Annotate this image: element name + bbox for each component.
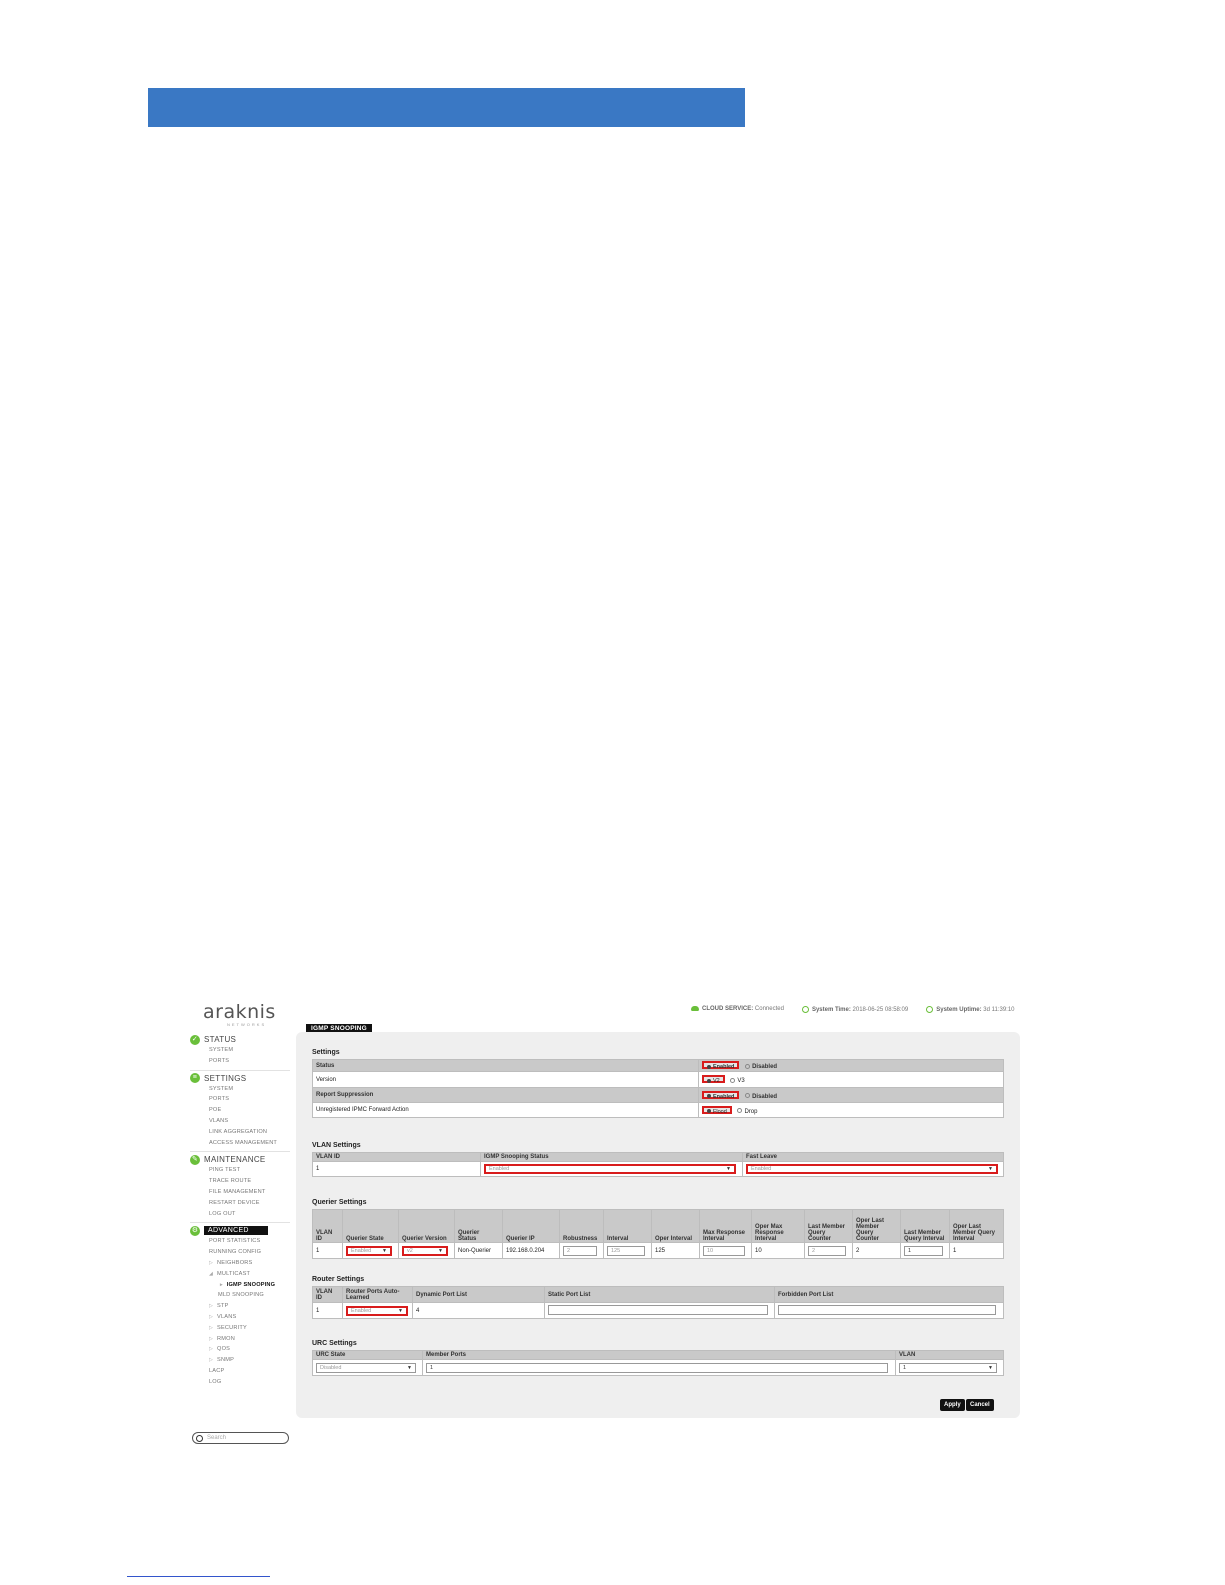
bullet-icon: ▸ xyxy=(220,1281,223,1288)
querier-status-cell: Non-Querier xyxy=(455,1243,503,1259)
chevron-down-icon: ▼ xyxy=(988,1166,993,1172)
sidebar-item-stp[interactable]: ▷ STP xyxy=(209,1303,229,1310)
logo-word: araknis xyxy=(203,1001,276,1023)
sidebar-item-system[interactable]: SYSTEM xyxy=(209,1085,234,1092)
cloud-icon xyxy=(691,1006,699,1011)
sidebar-item-poe[interactable]: POE xyxy=(209,1107,222,1114)
section-title[interactable]: SETTINGS xyxy=(204,1073,247,1083)
system-time: System Time: 2018-06-25 08:58:09 xyxy=(802,1006,908,1013)
col-vlan-id: VLAN ID xyxy=(313,1153,481,1162)
snooping-status-select[interactable]: Enabled ▼ xyxy=(484,1164,736,1174)
col-static-port-list: Static Port List xyxy=(545,1287,775,1303)
expand-icon: ▷ xyxy=(209,1303,214,1310)
querier-state-select[interactable]: Enabled ▼ xyxy=(346,1246,392,1256)
col-dynamic-port-list: Dynamic Port List xyxy=(413,1287,545,1303)
sidebar-item-link-aggregation[interactable]: LINK AGGREGATION xyxy=(209,1128,268,1135)
settings-table xyxy=(312,1059,1004,1118)
sidebar-item-rmon[interactable]: ▷ RMON xyxy=(209,1335,235,1342)
sidebar-item-vlans[interactable]: ▷ VLANS xyxy=(209,1313,237,1320)
col-max-response-interval: Max Response Interval xyxy=(700,1210,752,1243)
sidebar-item-log-out[interactable]: LOG OUT xyxy=(209,1210,236,1217)
sidebar-item-ping-test[interactable]: PING TEST xyxy=(209,1167,241,1174)
router-settings-title: Router Settings xyxy=(312,1276,365,1283)
search-icon xyxy=(196,1435,203,1442)
version-options xyxy=(699,1072,1004,1088)
col-oper-max-response-interval: Oper Max Response Interval xyxy=(752,1210,805,1243)
sidebar-section-status xyxy=(186,1034,291,1067)
report-disabled-radio[interactable]: Disabled xyxy=(745,1094,777,1100)
footer-link-line xyxy=(127,1576,270,1577)
sidebar-section-maintenance xyxy=(186,1154,291,1219)
status-options xyxy=(699,1060,1004,1072)
expand-icon: ▷ xyxy=(209,1259,214,1266)
urc-vlan-select[interactable]: 1 ▼ xyxy=(899,1363,997,1373)
status-label: Status xyxy=(313,1060,699,1072)
version-label: Version xyxy=(313,1072,699,1088)
report-suppression-label: Report Suppression xyxy=(313,1088,699,1103)
querier-ip-cell: 192.168.0.204 xyxy=(503,1243,560,1259)
sidebar-item-security[interactable]: ▷ SECURITY xyxy=(209,1324,247,1331)
section-title[interactable]: STATUS xyxy=(204,1035,237,1044)
member-ports-input[interactable]: 1 xyxy=(426,1363,888,1373)
lmq-interval-input[interactable]: 1 xyxy=(904,1246,943,1256)
switch-ui-screenshot xyxy=(186,998,1034,1441)
vlan-id-cell: 1 xyxy=(313,1162,481,1177)
urc-settings-table xyxy=(312,1350,1004,1376)
logo-sub: NETWORKS xyxy=(227,1022,267,1027)
clock-icon xyxy=(802,1006,809,1013)
col-robustness: Robustness xyxy=(560,1210,604,1243)
chevron-down-icon: ▼ xyxy=(382,1247,387,1254)
col-oper-interval: Oper Interval xyxy=(652,1210,700,1243)
sidebar-item-multicast[interactable]: ◢ MULTICAST xyxy=(209,1270,251,1277)
oper-lmq-counter-cell: 2 xyxy=(853,1243,901,1259)
oper-lmq-interval-cell: 1 xyxy=(950,1243,1004,1259)
interval-input[interactable]: 125 xyxy=(607,1246,645,1256)
col-lmq-counter: Last Member Query Counter xyxy=(805,1210,853,1243)
status-disabled-radio[interactable]: Disabled xyxy=(745,1064,777,1070)
status-bar xyxy=(691,1006,1031,1013)
version-v2-radio[interactable]: V2 xyxy=(702,1075,725,1083)
col-querier-ip: Querier IP xyxy=(503,1210,560,1243)
page-title: IGMP SNOOPING xyxy=(306,1024,372,1032)
gear-icon: ⚙ xyxy=(191,1226,199,1234)
col-auto-learned: Router Ports Auto-Learned xyxy=(343,1287,413,1303)
chevron-down-icon: ▼ xyxy=(398,1307,403,1314)
col-querier-version: Querier Version xyxy=(399,1210,455,1243)
chevron-down-icon: ▼ xyxy=(726,1166,731,1172)
expand-icon: ▷ xyxy=(209,1357,214,1364)
col-interval: Interval xyxy=(604,1210,652,1243)
col-member-ports: Member Ports xyxy=(423,1351,896,1360)
sidebar-item-neighbors[interactable]: ▷ NEIGHBORS xyxy=(209,1259,253,1266)
flood-radio[interactable]: Flood xyxy=(702,1106,732,1114)
settings-title: Settings xyxy=(312,1049,340,1056)
sidebar-item-log[interactable]: LOG xyxy=(209,1378,222,1385)
sidebar-item-igmp-snooping[interactable]: ▸ IGMP SNOOPING xyxy=(220,1281,276,1288)
oper-max-response-cell: 10 xyxy=(752,1243,805,1259)
sidebar-item-system[interactable]: SYSTEM xyxy=(209,1047,234,1053)
sidebar-item-file-management[interactable]: FILE MANAGEMENT xyxy=(209,1188,266,1195)
ipmc-action-options xyxy=(699,1103,1004,1118)
sidebar xyxy=(186,1034,291,1441)
vlan-settings-title: VLAN Settings xyxy=(312,1142,361,1149)
sidebar-section-advanced xyxy=(186,1225,291,1387)
expand-icon: ▷ xyxy=(209,1346,214,1353)
section-title[interactable]: ADVANCED xyxy=(204,1226,268,1235)
col-snooping-status: IGMP Snooping Status xyxy=(481,1153,743,1162)
sidebar-item-ports[interactable]: PORTS xyxy=(209,1057,230,1064)
drop-radio[interactable]: Drop xyxy=(737,1109,757,1115)
report-enabled-radio[interactable]: Enabled xyxy=(702,1091,739,1099)
sidebar-item-restart-device[interactable]: RESTART DEVICE xyxy=(209,1199,260,1206)
section-title[interactable]: MAINTENANCE xyxy=(204,1155,266,1165)
col-vlan-id: VLAN ID xyxy=(313,1210,343,1243)
sidebar-item-qos[interactable]: ▷ QOS xyxy=(209,1346,231,1353)
cloud-status: CLOUD SERVICE: Connected xyxy=(691,1006,784,1013)
sidebar-item-ports[interactable]: PORTS xyxy=(209,1096,230,1103)
system-uptime: System Uptime: 3d 11:39:10 xyxy=(926,1006,1014,1013)
sidebar-item-running-config[interactable]: RUNNING CONFIG xyxy=(209,1249,262,1256)
sidebar-item-mld-snooping[interactable]: MLD SNOOPING xyxy=(218,1292,264,1299)
version-v3-radio[interactable]: V3 xyxy=(730,1078,744,1084)
router-vlan-cell: 1 xyxy=(313,1303,343,1319)
ipmc-action-label: Unregistered IPMC Forward Action xyxy=(313,1103,699,1118)
urc-state-select[interactable]: Disabled ▼ xyxy=(316,1363,416,1373)
oper-interval-cell: 125 xyxy=(652,1243,700,1259)
querier-settings-title: Querier Settings xyxy=(312,1199,367,1206)
col-lmq-interval: Last Member Query Interval xyxy=(901,1210,950,1243)
collapse-icon: ◢ xyxy=(209,1270,214,1277)
chevron-down-icon: ▼ xyxy=(407,1364,412,1371)
chevron-down-icon: ▼ xyxy=(438,1247,443,1254)
lmq-counter-input[interactable]: 2 xyxy=(808,1246,846,1256)
vlan-settings-table xyxy=(312,1152,1004,1177)
sidebar-item-trace-route[interactable]: TRACE ROUTE xyxy=(209,1178,252,1185)
router-settings-table xyxy=(312,1286,1004,1319)
max-response-input[interactable]: 10 xyxy=(703,1246,745,1256)
expand-icon: ▷ xyxy=(209,1335,214,1342)
querier-vlan-cell: 1 xyxy=(313,1243,343,1259)
sidebar-item-access-management[interactable]: ACCESS MANAGEMENT xyxy=(209,1139,278,1146)
check-icon: ✓ xyxy=(191,1035,199,1043)
fast-leave-select[interactable]: Enabled ▼ xyxy=(746,1164,998,1174)
robustness-input[interactable]: 2 xyxy=(563,1246,597,1256)
search-input[interactable]: Search xyxy=(207,1435,227,1441)
col-querier-state: Querier State xyxy=(343,1210,399,1243)
clock-icon xyxy=(926,1006,933,1013)
settings-icon: ≡ xyxy=(190,1073,200,1083)
querier-version-select[interactable]: v2 ▼ xyxy=(402,1246,448,1256)
col-vlan-id: VLAN ID xyxy=(313,1287,343,1303)
status-enabled-radio[interactable]: Enabled xyxy=(702,1061,739,1069)
dynamic-port-list-cell: 4 xyxy=(413,1303,545,1319)
sidebar-item-vlans[interactable]: VLANS xyxy=(209,1117,229,1124)
sidebar-item-lacp[interactable]: LACP xyxy=(209,1367,225,1374)
araknis-logo xyxy=(203,1001,276,1028)
expand-icon: ▷ xyxy=(209,1324,214,1331)
col-forbidden-port-list: Forbidden Port List xyxy=(775,1287,1004,1303)
header-blue-bar xyxy=(148,88,745,127)
search-box[interactable] xyxy=(192,1432,289,1444)
col-urc-state: URC State xyxy=(313,1351,423,1360)
wrench-icon: ✎ xyxy=(191,1155,199,1163)
apply-button[interactable]: Apply xyxy=(940,1399,965,1411)
urc-settings-title: URC Settings xyxy=(312,1340,357,1347)
col-vlan: VLAN xyxy=(896,1351,1004,1360)
querier-settings-table xyxy=(312,1209,1004,1259)
col-fast-leave: Fast Leave xyxy=(743,1153,1004,1162)
expand-icon: ▷ xyxy=(209,1313,214,1320)
sidebar-section-settings xyxy=(186,1073,291,1149)
sidebar-item-port-statistics[interactable]: PORT STATISTICS xyxy=(209,1238,261,1245)
col-querier-status: Querier Status xyxy=(455,1210,503,1243)
col-oper-lmq-counter: Oper Last Member Query Counter xyxy=(853,1210,901,1243)
cancel-button[interactable]: Cancel xyxy=(966,1399,994,1411)
static-port-list-input[interactable] xyxy=(548,1305,768,1315)
auto-learned-select[interactable]: Enabled ▼ xyxy=(346,1306,408,1316)
chevron-down-icon: ▼ xyxy=(988,1364,993,1371)
report-suppression-options xyxy=(699,1088,1004,1103)
forbidden-port-list-input[interactable] xyxy=(778,1305,996,1315)
sidebar-item-snmp[interactable]: ▷ SNMP xyxy=(209,1357,235,1364)
col-oper-lmq-interval: Oper Last Member Query Interval xyxy=(950,1210,1004,1243)
